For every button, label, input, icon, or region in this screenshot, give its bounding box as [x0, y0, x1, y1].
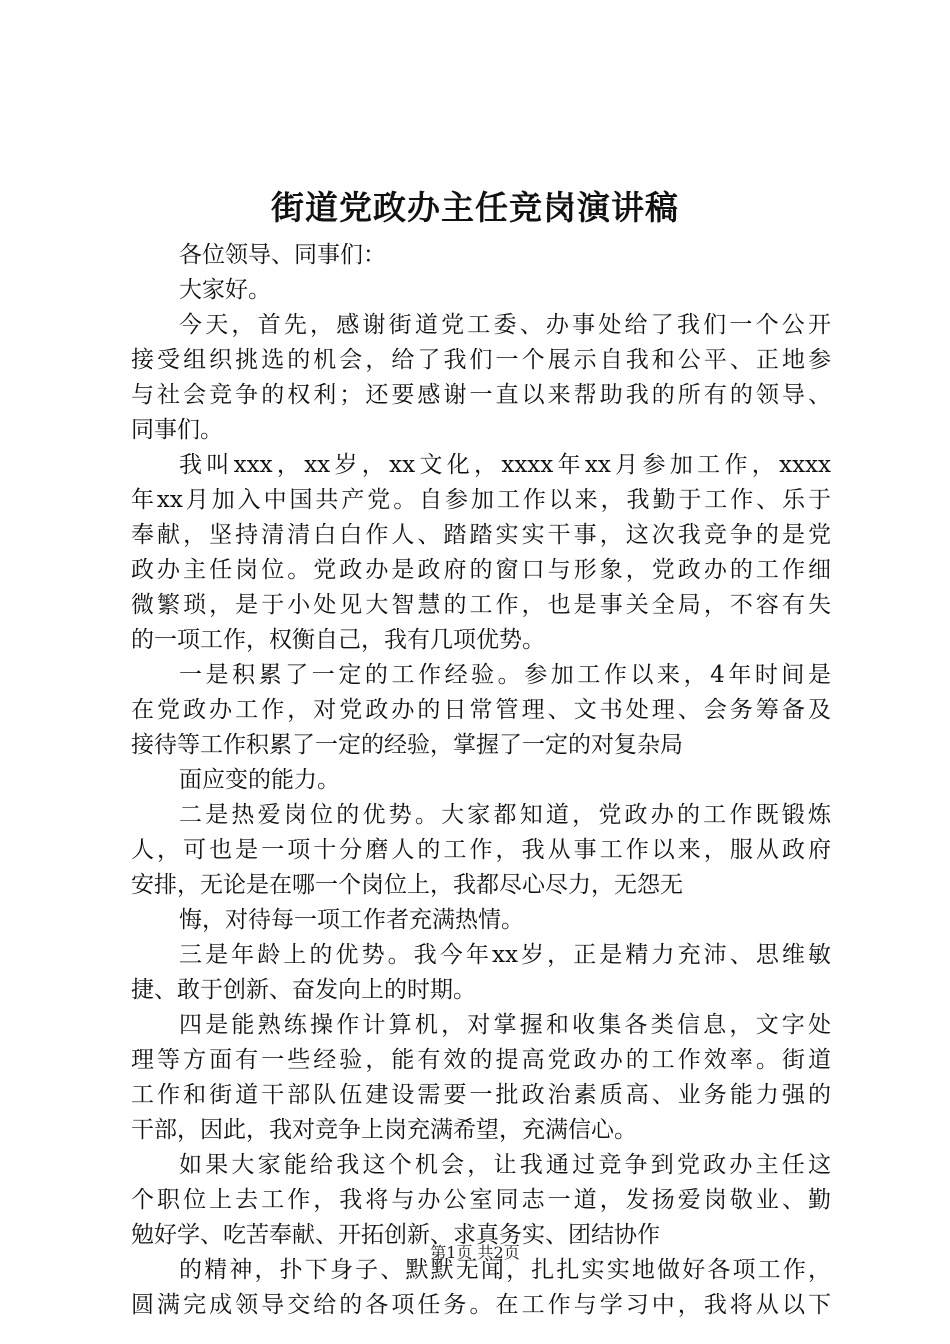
document-line: 工作和街道干部队伍建设需要一批政治素质高、业务能力强的 — [131, 1082, 831, 1108]
document-line: 勉好学、吃苦奉献、开拓创新、求真务实、团结协作 — [131, 1222, 660, 1248]
document-line: 一是积累了一定的工作经验。参加工作以来，4年时间是 — [179, 662, 831, 688]
document-line: 接待等工作积累了一定的经验，掌握了一定的对复杂局 — [131, 732, 683, 758]
document-line: 二是热爱岗位的优势。大家都知道，党政办的工作既锻炼 — [179, 802, 831, 828]
document-line: 年xx月加入中国共产党。自参加工作以来，我勤于工作、乐于 — [131, 487, 831, 513]
document-body — [131, 238, 831, 1323]
page-footer: 第1页 共2页 — [430, 1243, 520, 1262]
document-line: 安排，无论是在哪一个岗位上，我都尽心尽力，无怨无 — [131, 872, 683, 898]
document-line: 个职位上去工作，我将与办公室同志一道，发扬爱岗敬业、勤 — [131, 1187, 831, 1213]
document-line: 圆满完成领导交给的各项任务。在工作与学习中，我将从以下 — [131, 1292, 831, 1318]
document-line: 各位领导、同事们： — [179, 242, 386, 268]
document-line: 接受组织挑选的机会，给了我们一个展示自我和公平、正地参 — [131, 347, 831, 373]
document-line: 面应变的能力。 — [179, 767, 340, 793]
document-line: 人，可也是一项十分磨人的工作，我从事工作以来，服从政府 — [131, 837, 831, 863]
document-line: 干部，因此，我对竞争上岗充满希望，充满信心。 — [131, 1117, 637, 1143]
document-line: 奉献，坚持清清白白作人、踏踏实实干事，这次我竞争的是党 — [131, 522, 831, 548]
document-line: 我叫xxx，xx岁，xx文化，xxxx年xx月参加工作，xxxx — [179, 452, 831, 478]
document-line: 的精神，扑下身子、默默无闻，扎扎实实地做好各项工作， — [179, 1257, 831, 1283]
document-line: 理等方面有一些经验，能有效的提高党政办的工作效率。街道 — [131, 1047, 831, 1073]
document-line: 的一项工作，权衡自己，我有几项优势。 — [131, 627, 545, 653]
document-line: 四是能熟练操作计算机，对掌握和收集各类信息，文字处 — [179, 1012, 831, 1038]
document-line: 与社会竞争的权利；还要感谢一直以来帮助我的所有的领导、 — [131, 382, 831, 408]
document-line: 悔，对待每一项工作者充满热情。 — [179, 907, 524, 933]
document-line: 如果大家能给我这个机会，让我通过竞争到党政办主任这 — [179, 1152, 831, 1178]
document-line: 在党政办工作，对党政办的日常管理、文书处理、会务筹备及 — [131, 697, 831, 723]
document-line: 今天，首先，感谢街道党工委、办事处给了我们一个公开 — [179, 312, 831, 338]
document-line: 捷、敢于创新、奋发向上的时期。 — [131, 977, 476, 1003]
document-line: 微繁琐，是于小处见大智慧的工作，也是事关全局，不容有失 — [131, 592, 831, 618]
document-line: 三是年龄上的优势。我今年xx岁，正是精力充沛、思维敏 — [179, 942, 831, 968]
document-title: 街道党政办主任竞岗演讲稿 — [271, 188, 679, 227]
document-line: 大家好。 — [179, 277, 271, 303]
document-line: 同事们。 — [131, 417, 223, 443]
document-line: 政办主任岗位。党政办是政府的窗口与形象，党政办的工作细 — [131, 557, 831, 583]
